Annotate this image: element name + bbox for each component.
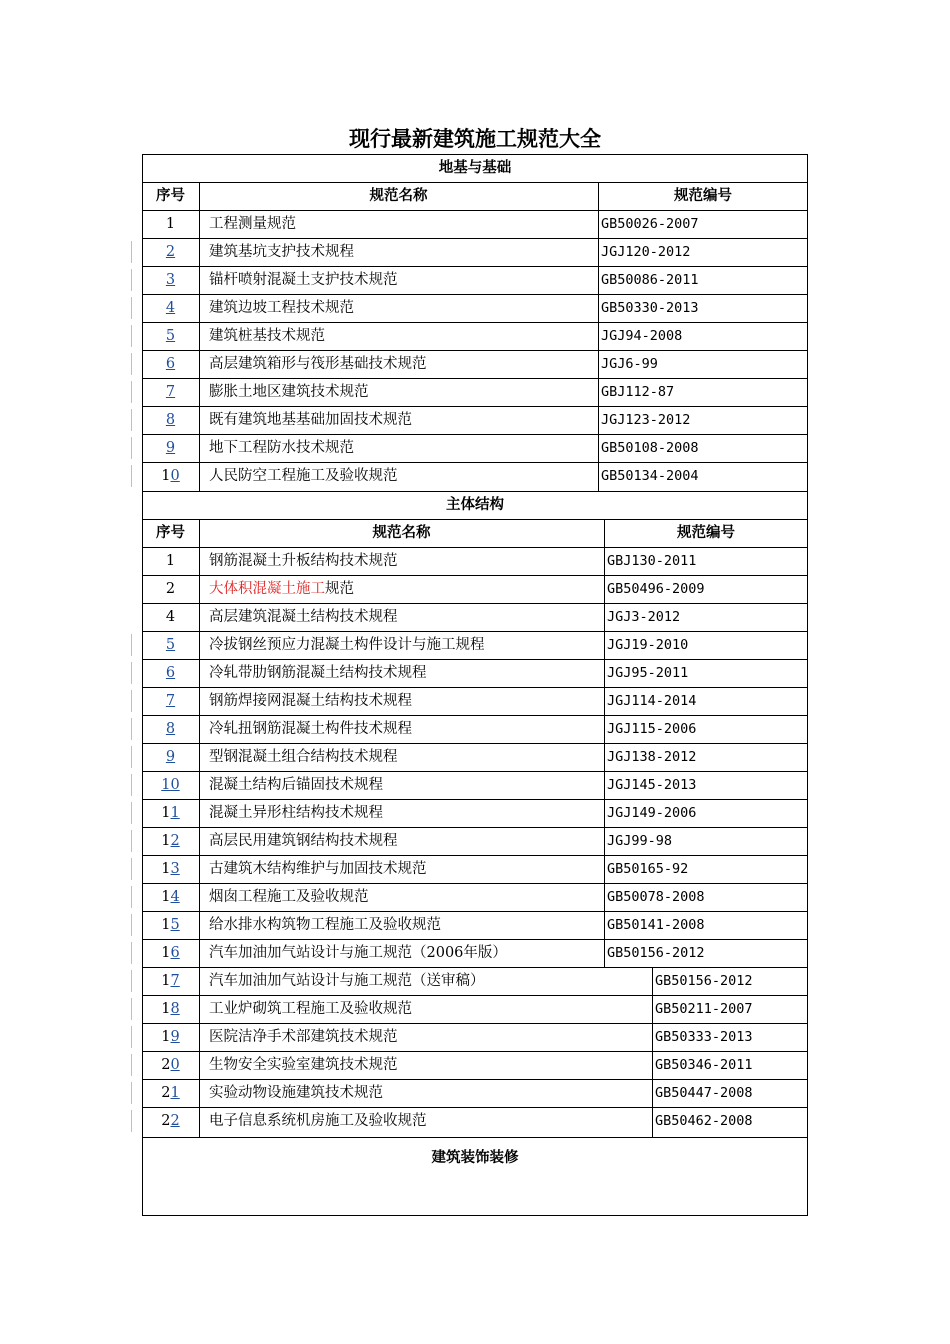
table-row xyxy=(142,462,808,490)
column-header-num: 序号 xyxy=(156,525,185,541)
table-row xyxy=(142,967,808,995)
column-header-name: 规范名称 xyxy=(369,188,428,204)
margin-mark xyxy=(131,353,132,375)
standard-code: GB50496-2009 xyxy=(607,581,705,597)
row-number-link[interactable]: 9 xyxy=(165,440,176,456)
row-number-link[interactable]: 7 xyxy=(165,693,176,709)
margin-mark xyxy=(131,1110,132,1132)
row-number: 1 xyxy=(165,216,176,232)
standard-name: 钢筋焊接网混凝土结构技术规程 xyxy=(209,693,412,709)
row-number[interactable] xyxy=(142,799,199,827)
standard-code: JGJ19-2010 xyxy=(607,637,689,653)
row-number-prefix: 1 xyxy=(161,833,171,849)
standard-code: GB50026-2007 xyxy=(601,216,699,232)
table-row xyxy=(142,687,808,715)
row-number: 2 xyxy=(165,581,176,597)
standard-name: 工业炉砌筑工程施工及验收规范 xyxy=(209,1001,412,1017)
row-number: 4 xyxy=(165,609,176,625)
row-number[interactable] xyxy=(142,631,199,659)
table-row xyxy=(142,603,808,631)
standard-name: 锚杆喷射混凝土支护技术规范 xyxy=(209,272,398,288)
row-number-link[interactable]: 5 xyxy=(165,328,176,344)
section-heading-decoration: 建筑装饰装修 xyxy=(431,1150,519,1166)
standard-code: GB50330-2013 xyxy=(601,300,699,316)
row-number[interactable] xyxy=(142,855,199,883)
standard-code: GB50078-2008 xyxy=(607,889,705,905)
row-number[interactable] xyxy=(142,322,199,350)
column-header-code: 规范编号 xyxy=(674,188,732,204)
standard-code: GB50346-2011 xyxy=(655,1057,753,1073)
row-number-link[interactable]: 3 xyxy=(165,272,176,288)
margin-mark xyxy=(131,634,132,656)
row-number[interactable] xyxy=(142,350,199,378)
margin-mark xyxy=(131,886,132,908)
standard-code: JGJ115-2006 xyxy=(607,721,697,737)
table-row xyxy=(142,350,808,378)
table-header-row xyxy=(142,519,808,547)
standard-name: 冷轧扭钢筋混凝土构件技术规程 xyxy=(209,721,412,737)
standard-code: GB50108-2008 xyxy=(601,440,699,456)
table-row xyxy=(142,1079,808,1107)
standard-name: 冷轧带肋钢筋混凝土结构技术规程 xyxy=(209,665,427,681)
standard-name: 建筑边坡工程技术规范 xyxy=(209,300,354,316)
standard-code: GBJ112-87 xyxy=(601,384,675,400)
standard-code: GB50086-2011 xyxy=(601,272,699,288)
page-title: 现行最新建筑施工规范大全 xyxy=(349,127,601,151)
standard-name: 高层民用建筑钢结构技术规程 xyxy=(209,833,398,849)
row-number-prefix: 1 xyxy=(161,1001,171,1017)
table-row xyxy=(142,827,808,855)
row-number[interactable] xyxy=(142,462,199,490)
margin-mark xyxy=(131,1082,132,1104)
standard-name: 既有建筑地基基础加固技术规范 xyxy=(209,412,412,428)
row-number-prefix: 2 xyxy=(161,1057,171,1073)
row-number-link[interactable]: 6 xyxy=(165,665,176,681)
row-number[interactable] xyxy=(142,939,199,967)
standard-code: GB50462-2008 xyxy=(655,1113,753,1129)
table-row xyxy=(142,911,808,939)
row-number: 1 xyxy=(165,553,176,569)
standard-code: GBJ130-2011 xyxy=(607,553,697,569)
standard-code: JGJ149-2006 xyxy=(607,805,697,821)
row-number-prefix: 1 xyxy=(161,861,171,877)
standard-code: GB50134-2004 xyxy=(601,468,699,484)
standard-name: 给水排水构筑物工程施工及验收规范 xyxy=(209,917,441,933)
margin-mark xyxy=(131,465,132,487)
table-row xyxy=(142,1023,808,1051)
highlighted-name-part: 大体积混凝土施工 xyxy=(209,581,325,597)
standard-code: GB50156-2012 xyxy=(655,973,753,989)
row-number-link[interactable]: 8 xyxy=(165,721,176,737)
row-number-link[interactable]: 5 xyxy=(170,917,180,933)
standard-code: GB50211-2007 xyxy=(655,1001,753,1017)
table-row xyxy=(142,378,808,406)
margin-mark xyxy=(131,718,132,740)
row-number-prefix: 1 xyxy=(161,805,171,821)
section-heading-structure: 主体结构 xyxy=(446,497,504,513)
margin-mark xyxy=(131,1054,132,1076)
standard-code: JGJ99-98 xyxy=(607,833,673,849)
table-header-row xyxy=(142,182,808,210)
standard-name: 烟囱工程施工及验收规范 xyxy=(209,889,369,905)
standard-code: JGJ6-99 xyxy=(601,356,658,372)
row-number[interactable] xyxy=(142,771,199,799)
column-header-num: 序号 xyxy=(156,188,185,204)
margin-mark xyxy=(131,381,132,403)
row-number[interactable] xyxy=(142,294,199,322)
standard-name: 钢筋混凝土升板结构技术规范 xyxy=(209,553,398,569)
row-number[interactable] xyxy=(142,715,199,743)
table-row xyxy=(142,939,808,967)
standard-name: 工程测量规范 xyxy=(209,216,296,232)
row-number[interactable] xyxy=(142,827,199,855)
row-number[interactable] xyxy=(142,1023,199,1051)
standard-code: GB50141-2008 xyxy=(607,917,705,933)
table-row xyxy=(142,238,808,266)
row-number[interactable] xyxy=(142,406,199,434)
margin-mark xyxy=(131,437,132,459)
row-number-prefix: 1 xyxy=(161,889,171,905)
row-number[interactable] xyxy=(142,378,199,406)
row-number-link[interactable]: 4 xyxy=(170,889,180,905)
standard-name: 古建筑木结构维护与加固技术规范 xyxy=(209,861,427,877)
margin-mark xyxy=(131,858,132,880)
standard-name: 冷拔钢丝预应力混凝土构件设计与施工规程 xyxy=(209,637,485,653)
row-number[interactable] xyxy=(142,1079,199,1107)
row-number-link[interactable]: 1 xyxy=(170,1085,180,1101)
section-heading-foundation: 地基与基础 xyxy=(438,160,512,176)
table-row xyxy=(142,575,808,603)
row-number-link[interactable]: 6 xyxy=(165,356,176,372)
column-header-code: 规范编号 xyxy=(677,525,735,541)
margin-mark xyxy=(131,802,132,824)
row-number[interactable] xyxy=(142,238,199,266)
table-row xyxy=(142,322,808,350)
row-number-prefix: 1 xyxy=(161,917,171,933)
standard-name xyxy=(209,575,354,603)
margin-mark xyxy=(131,297,132,319)
standard-name: 地下工程防水技术规范 xyxy=(209,440,354,456)
table-row xyxy=(142,855,808,883)
row-number[interactable] xyxy=(142,743,199,771)
row-number-link[interactable]: 5 xyxy=(165,637,176,653)
row-number-link[interactable]: 7 xyxy=(165,384,176,400)
margin-mark xyxy=(131,690,132,712)
table-row xyxy=(142,771,808,799)
row-number-prefix: 1 xyxy=(161,1029,171,1045)
margin-mark xyxy=(131,746,132,768)
table-row xyxy=(142,799,808,827)
margin-mark xyxy=(131,970,132,992)
row-number[interactable] xyxy=(142,266,199,294)
row-number-link[interactable]: 2 xyxy=(170,1113,180,1129)
row-number[interactable] xyxy=(142,883,199,911)
table-row xyxy=(142,266,808,294)
row-number[interactable] xyxy=(142,434,199,462)
margin-mark xyxy=(131,409,132,431)
margin-mark xyxy=(131,914,132,936)
table-row xyxy=(142,434,808,462)
table-row xyxy=(142,210,808,238)
standard-name: 汽车加油加气站设计与施工规范（2006年版） xyxy=(209,945,507,961)
margin-mark xyxy=(131,269,132,291)
standard-code: JGJ94-2008 xyxy=(601,328,683,344)
table-row xyxy=(142,883,808,911)
standard-code: JGJ120-2012 xyxy=(601,244,691,260)
standard-name: 汽车加油加气站设计与施工规范（送审稿） xyxy=(209,973,485,989)
row-number[interactable] xyxy=(142,995,199,1023)
row-number-link[interactable]: 2 xyxy=(165,244,176,260)
row-number-link[interactable]: 8 xyxy=(165,412,176,428)
row-number-link[interactable]: 3 xyxy=(170,861,180,877)
row-number-prefix: 1 xyxy=(161,468,171,484)
table-row xyxy=(142,743,808,771)
margin-mark xyxy=(131,774,132,796)
standard-name: 实验动物设施建筑技术规范 xyxy=(209,1085,383,1101)
table-row xyxy=(142,995,808,1023)
standard-name: 医院洁净手术部建筑技术规范 xyxy=(209,1029,398,1045)
row-number-prefix: 1 xyxy=(161,945,171,961)
margin-mark xyxy=(131,942,132,964)
table-row xyxy=(142,631,808,659)
row-number-link[interactable]: 0 xyxy=(170,468,180,484)
column-header-name: 规范名称 xyxy=(372,525,431,541)
table-row xyxy=(142,547,808,575)
standard-name: 生物安全实验室建筑技术规范 xyxy=(209,1057,398,1073)
margin-mark xyxy=(131,830,132,852)
standard-code: JGJ95-2011 xyxy=(607,665,689,681)
grid-line xyxy=(142,1137,808,1138)
row-number-prefix: 2 xyxy=(161,1113,171,1129)
table-row xyxy=(142,659,808,687)
row-number-link[interactable]: 6 xyxy=(170,945,180,961)
standard-name: 电子信息系统机房施工及验收规范 xyxy=(209,1113,427,1129)
standard-code: JGJ123-2012 xyxy=(601,412,691,428)
row-number-link[interactable]: 9 xyxy=(170,1029,180,1045)
row-number-link[interactable]: 8 xyxy=(170,1001,180,1017)
standard-code: GB50156-2012 xyxy=(607,945,705,961)
table-row xyxy=(142,1051,808,1079)
standard-name: 混凝土异形柱结构技术规程 xyxy=(209,805,383,821)
row-number-prefix: 2 xyxy=(161,1085,171,1101)
row-number-link[interactable]: 7 xyxy=(170,973,180,989)
standard-name: 高层建筑箱形与筏形基础技术规范 xyxy=(209,356,427,372)
standard-code: JGJ3-2012 xyxy=(607,609,681,625)
row-number-link[interactable]: 0 xyxy=(170,1057,180,1073)
standard-code: GB50165-92 xyxy=(607,861,689,877)
standard-code: GB50333-2013 xyxy=(655,1029,753,1045)
row-number[interactable] xyxy=(142,911,199,939)
row-number-link[interactable]: 10 xyxy=(161,777,180,793)
table-row xyxy=(142,406,808,434)
table-row xyxy=(142,715,808,743)
table-row xyxy=(142,294,808,322)
standard-name: 人民防空工程施工及验收规范 xyxy=(209,468,398,484)
row-number[interactable] xyxy=(142,659,199,687)
row-number[interactable] xyxy=(142,1107,199,1135)
table-row xyxy=(142,1107,808,1135)
row-number[interactable] xyxy=(142,967,199,995)
margin-mark xyxy=(131,1026,132,1048)
row-number[interactable] xyxy=(142,1051,199,1079)
margin-mark xyxy=(131,998,132,1020)
standard-code: JGJ114-2014 xyxy=(607,693,697,709)
row-number-link[interactable]: 1 xyxy=(170,805,180,821)
standard-name: 膨胀土地区建筑技术规范 xyxy=(209,384,369,400)
standard-code: JGJ138-2012 xyxy=(607,749,697,765)
standard-name: 混凝土结构后锚固技术规程 xyxy=(209,777,383,793)
standard-name: 型钢混凝土组合结构技术规程 xyxy=(209,749,398,765)
row-number-link[interactable]: 4 xyxy=(165,300,176,316)
row-number[interactable] xyxy=(142,687,199,715)
standard-name: 建筑基坑支护技术规程 xyxy=(209,244,354,260)
row-number-link[interactable]: 2 xyxy=(170,833,180,849)
row-number-link[interactable]: 9 xyxy=(165,749,176,765)
margin-mark xyxy=(131,325,132,347)
standard-code: GB50447-2008 xyxy=(655,1085,753,1101)
row-number-prefix: 1 xyxy=(161,973,171,989)
name-suffix: 规范 xyxy=(325,581,354,597)
margin-mark xyxy=(131,662,132,684)
standard-name: 高层建筑混凝土结构技术规程 xyxy=(209,609,398,625)
standard-code: JGJ145-2013 xyxy=(607,777,697,793)
standard-name: 建筑桩基技术规范 xyxy=(209,328,325,344)
margin-mark xyxy=(131,241,132,263)
